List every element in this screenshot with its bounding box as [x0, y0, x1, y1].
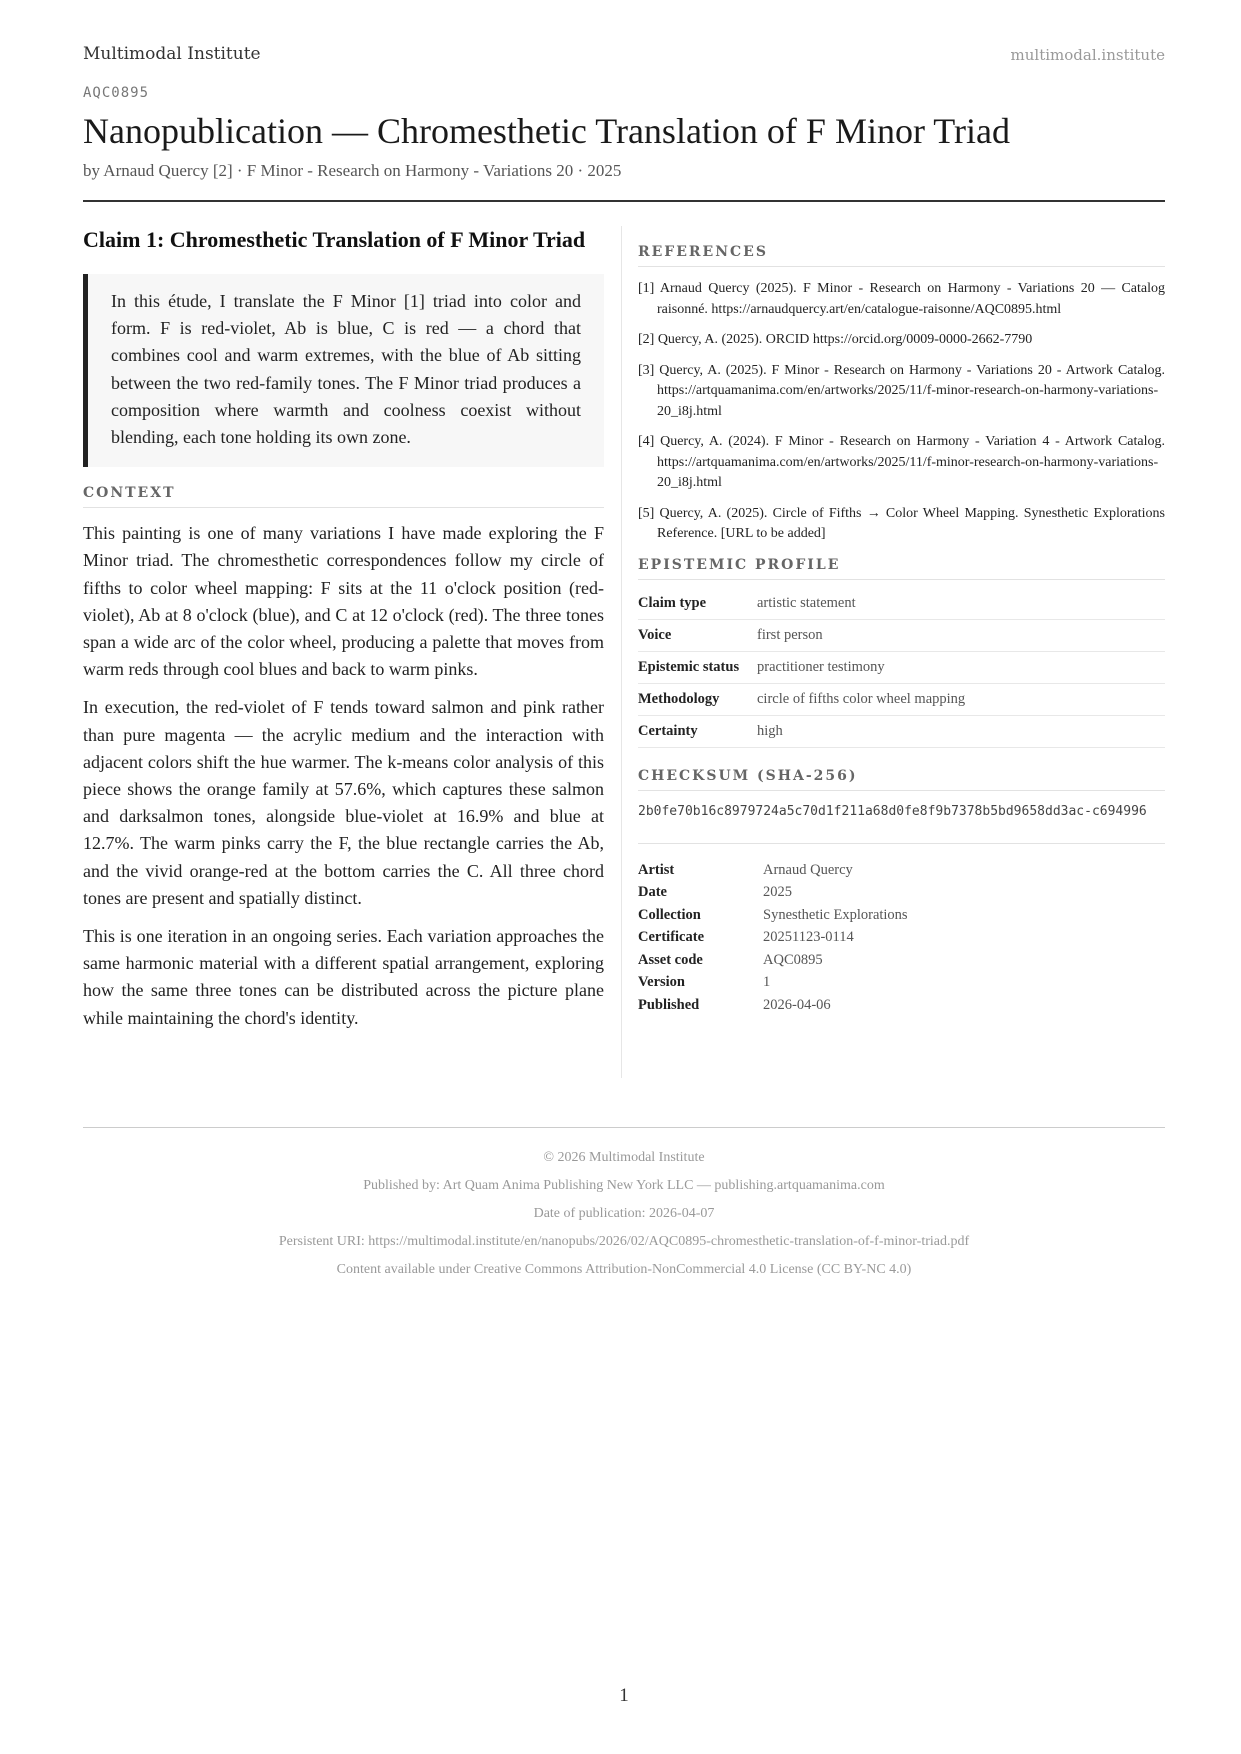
document-page	[83, 0, 1165, 1754]
table-row	[638, 651, 1165, 683]
column-divider	[621, 226, 622, 1078]
footer-license: Content available under Creative Commons Attribution-NonCommercial 4.0 License (CC BY-NC 4.0)	[336, 1262, 912, 1277]
footer-divider	[83, 1127, 1165, 1128]
checksum-value: 2b0fe70b16c8979724a5c70d1f211a68d0fe8f9b7378b5bd9658dd3ac-c694996	[638, 803, 1165, 844]
metadata-key: Version	[638, 974, 685, 991]
references-list	[638, 279, 1165, 545]
epistemic-profile-table	[638, 588, 1165, 748]
metadata-key: Published	[638, 997, 700, 1014]
reference-item[interactable]: [2] Quercy, A. (2025). ORCID https://orcid.org/0009-0000-2662-7790	[638, 332, 1033, 347]
metadata-row	[638, 997, 1165, 1020]
profile-value: circle of fifths color wheel mapping	[757, 683, 1165, 715]
profile-value: first person	[757, 619, 1165, 651]
page-number: 1	[619, 1685, 629, 1706]
institute-name: Multimodal Institute	[83, 44, 261, 64]
metadata-key: Collection	[638, 906, 701, 923]
metadata-row	[638, 907, 1165, 930]
metadata-row	[638, 952, 1165, 975]
metadata-value: 1	[763, 974, 771, 991]
profile-key: Voice	[638, 619, 757, 651]
table-row	[638, 588, 1165, 620]
epistemic-profile-heading: EPISTEMIC PROFILE	[638, 557, 1165, 580]
context-paragraph: This painting is one of many variations I have made exploring the F Minor triad. The chromesthetic correspondences follow my circle of fifths to color wheel mapping: F sits at the 11 o'clock position (red-violet), Ab at 8 o'clock (blue), and C at 12 o'clock (red). The three tones span a wide arc of the color wheel, producing a palette that moves from warm reds through cool blues and back to warm pinks.	[83, 523, 604, 680]
metadata-key: Date	[638, 884, 667, 901]
byline: by Arnaud Quercy [2] · F Minor - Research on Harmony - Variations 20 · 2025	[83, 161, 622, 180]
metadata-value: Synesthetic Explorations	[763, 906, 908, 923]
profile-key: Methodology	[638, 683, 757, 715]
metadata-row	[638, 884, 1165, 907]
profile-key: Claim type	[638, 588, 757, 620]
reference-item[interactable]: [1] Arnaud Quercy (2025). F Minor - Research on Harmony - Variations 20 — Catalog raisonné. https://arnaudquercy.art/en/catalogue-raisonne/AQC0895.html	[638, 281, 1165, 317]
context-heading: CONTEXT	[83, 485, 604, 508]
references-heading: REFERENCES	[638, 244, 1165, 267]
footer-publisher[interactable]: Published by: Art Quam Anima Publishing New York LLC — publishing.artquamanima.com	[363, 1178, 885, 1193]
reference-item: [5] Quercy, A. (2025). Circle of Fifths → Color Wheel Mapping. Synesthetic Explorations Reference. [URL to be added]	[638, 505, 1165, 541]
metadata-value: 2025	[763, 884, 792, 901]
metadata-key: Certificate	[638, 929, 705, 946]
table-row	[638, 715, 1165, 747]
metadata-key: Artist	[638, 861, 675, 878]
profile-value: high	[757, 715, 1165, 747]
profile-value: practitioner testimony	[757, 651, 1165, 683]
metadata-key: Asset code	[638, 951, 703, 968]
sidebar-column	[638, 244, 1165, 1020]
metadata-value: Arnaud Quercy	[763, 861, 853, 878]
metadata-value: 20251123-0114	[763, 929, 854, 946]
metadata-row	[638, 929, 1165, 952]
profile-value: artistic statement	[757, 588, 1165, 620]
profile-key: Epistemic status	[638, 651, 757, 683]
page-title: Nanopublication — Chromesthetic Translation of F Minor Triad	[83, 111, 1010, 151]
page-footer	[83, 1144, 1165, 1284]
table-row	[638, 683, 1165, 715]
metadata-row	[638, 862, 1165, 885]
context-paragraph: This is one iteration in an ongoing series. Each variation approaches the same harmonic material with a different spatial arrangement, exploring how the same three tones can be distributed across the picture plane while maintaining the chord's identity.	[83, 926, 604, 1028]
reference-item[interactable]: [4] Quercy, A. (2024). F Minor - Research on Harmony - Variation 4 - Artwork Catalog. https://artquamanima.com/en/artworks/2025/11/f-minor-research-on-harmony-variations-20_i8j.html	[638, 434, 1165, 490]
claim-title: Claim 1: Chromesthetic Translation of F Minor Triad	[83, 227, 586, 252]
reference-item[interactable]: [3] Quercy, A. (2025). F Minor - Research on Harmony - Variations 20 - Artwork Catalog. https://artquamanima.com/en/artworks/2025/11/f-minor-research-on-harmony-variations-20_i8j.html	[638, 362, 1165, 419]
claim-quote: In this étude, I translate the F Minor [1] triad into color and form. F is red-violet, Ab is blue, C is red — a chord that combines cool and warm extremes, with the blue of Ab sitting between the two red-family tones. The F Minor triad produces a composition where warmth and coolness coexist without blending, each tone holding its own zone.	[83, 274, 604, 467]
page-header	[83, 44, 1165, 68]
metadata-value: 2026-04-06	[763, 997, 831, 1014]
footer-copyright: © 2026 Multimodal Institute	[543, 1150, 705, 1165]
metadata-row	[638, 974, 1165, 997]
main-column	[83, 226, 604, 1032]
footer-persistent-uri[interactable]: Persistent URI: https://multimodal.institute/en/nanopubs/2026/02/AQC0895-chromesthetic-translation-of-f-minor-triad.pdf	[278, 1234, 970, 1249]
context-paragraph: In execution, the red-violet of F tends toward salmon and pink rather than pure magenta — the acrylic medium and the interaction with adjacent colors shift the hue warmer. The k-means color analysis of this piece shows the orange family at 57.6%, which captures these salmon and darksalmon tones, alongside blue-violet at 16.9% and blue at 12.7%. The warm pinks carry the F, the blue rectangle carries the Ab, and the vivid orange-red at the bottom carries the C. All three chord tones are present and spatially distinct.	[83, 697, 604, 908]
header-divider	[83, 200, 1165, 202]
metadata-list	[638, 862, 1165, 1020]
checksum-heading: CHECKSUM (SHA-256)	[638, 768, 1165, 791]
profile-key: Certainty	[638, 715, 757, 747]
footer-publication-date: Date of publication: 2026-04-07	[533, 1206, 715, 1221]
site-url[interactable]: multimodal.institute	[1010, 46, 1165, 64]
asset-code: AQC0895	[83, 85, 150, 101]
metadata-value: AQC0895	[763, 951, 823, 968]
table-row	[638, 619, 1165, 651]
